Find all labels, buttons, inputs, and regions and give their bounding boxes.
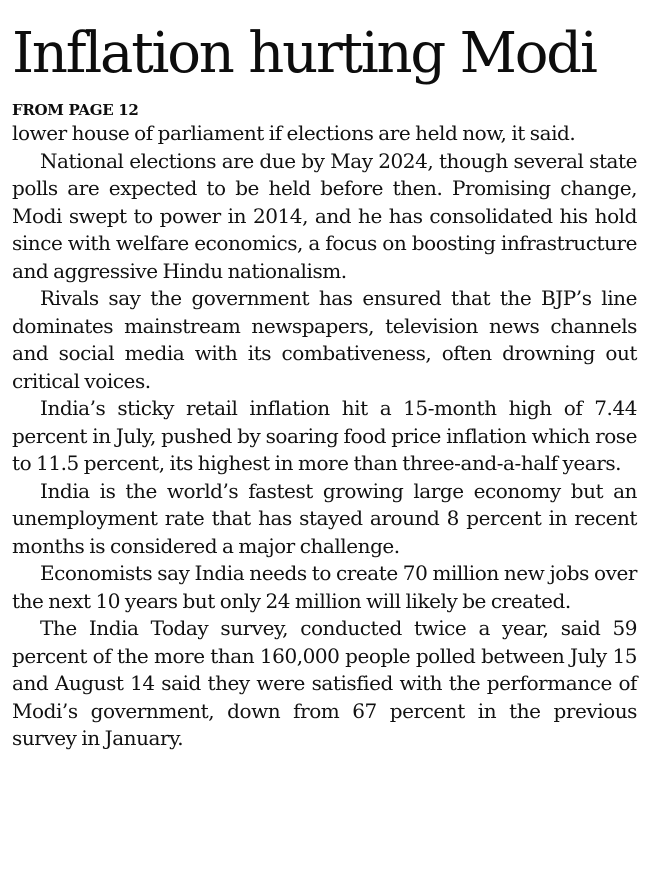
paragraph: National elections are due by May 2024, though several state polls are expected to be held before then. Promising change, Modi swept to power in 2014, and he has consolidated his hold since with welfare economics, a focus on boosting infrastructure and aggressive Hindu nationalism. xyxy=(12,148,637,283)
paragraph: India’s sticky retail inflation hit a 15-month high of 7.44 percent in July, pushed by soaring food price inflation which rose to 11.5 percent, its highest in more than three-and-a-half years. xyxy=(12,396,637,475)
headline: Inflation hurting Modi xyxy=(12,21,596,86)
paragraph: India is the world’s fastest growing large economy but an unemployment rate that has stayed around 8 percent in recent months is considered a major challenge. xyxy=(12,478,637,558)
paragraph: The India Today survey, conducted twice a year, said 59 percent of the more than 160,000 people polled between July 15 and August 14 said they were satisfied with the performance of Modi’s government, down from 67 percent in the previous survey in January. xyxy=(12,616,637,750)
article-body xyxy=(12,120,637,753)
paragraph-continuation: lower house of parliament if elections are held now, it said. xyxy=(12,121,576,145)
paragraph: Rivals say the government has ensured that the BJP’s line dominates mainstream newspapers, television news channels and social media with its combativeness, often drowning out critical voices. xyxy=(12,286,637,393)
paragraph: Economists say India needs to create 70 million new jobs over the next 10 years but only 24 million will likely be created. xyxy=(12,561,637,613)
news-article xyxy=(12,18,637,753)
jump-label: FROM PAGE 12 xyxy=(12,101,139,119)
